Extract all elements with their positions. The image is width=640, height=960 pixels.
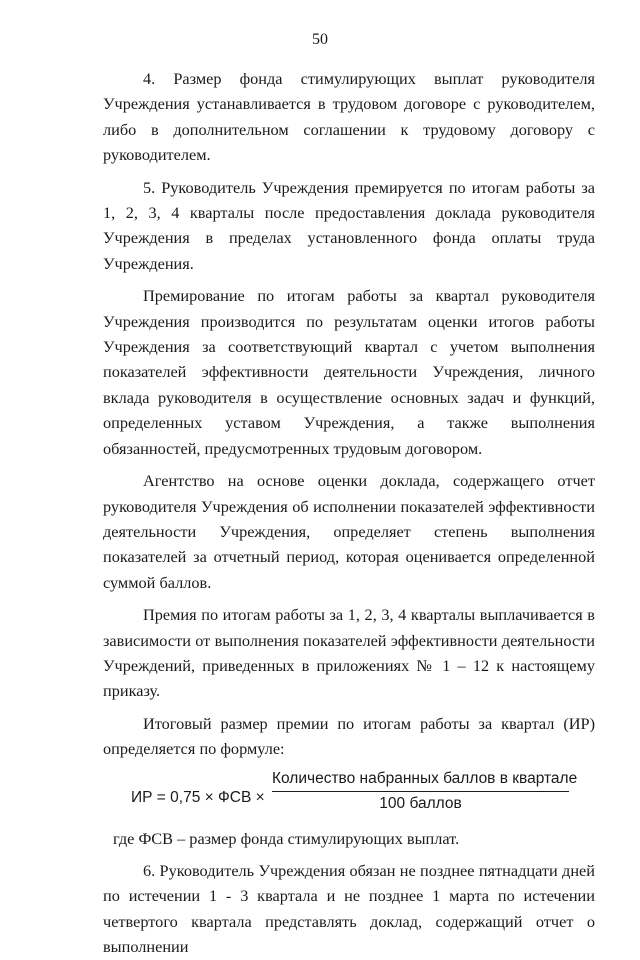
paragraph-fund-size: 4. Размер фонда стимулирующих выплат руководителя Учреждения устанавливается в трудовом договоре с руководителем, либо в дополнительном соглашении к трудовому договору с руководителем. [103,69,595,165]
formula-lhs: ИР = 0,75 × ФСВ × [131,788,265,806]
paragraph-bonus-basis: Премирование по итогам работы за квартал руководителя Учреждения производится по результатам оценки итогов работы Учреждения за соответствующий квартал с учетом выполнения показателей эффективности деятельности Учреждения, личного вклада руководителя в осуществление основных задач и функций, определенных уставом Учреждения, а также выполнения обязанностей, предусмотренных трудовым договором. [103,286,595,458]
formula-denominator: 100 баллов [379,794,462,812]
formula-numerator: Количество набранных баллов в квартале [272,768,569,792]
bonus-formula [103,768,595,826]
formula-fraction [272,768,578,815]
document-body [103,66,595,960]
paragraph-formula-intro: Итоговый размер премии по итогам работы за квартал (ИР) определяется по формуле: [103,713,595,759]
paragraph-bonus-payment: Премия по итогам работы за 1, 2, 3, 4 кварталы выплачивается в зависимости от выполнения показателей эффективности деятельности Учреждений, приведенных в приложениях № 1 – 12 к настоящему приказу. [103,605,595,701]
paragraph-quarterly-bonus: 5. Руководитель Учреждения премируется по итогам работы за 1, 2, 3, 4 кварталы после предоставления доклада руководителя Учреждения в пределах установленного фонда оплаты труда Учреждения. [103,177,595,273]
paragraph-report-deadline: 6. Руководитель Учреждения обязан не позднее пятнадцати дней по истечении 1 - 3 квартала и не позднее 1 марта по истечении четвертого квартала представлять доклад, содержащий отчет о выполнении [103,860,595,957]
paragraph-agency-evaluation: Агентство на основе оценки доклада, содержащего отчет руководителя Учреждения об исполнении показателей эффективности деятельности Учреждения, определяет степень выполнения показателей за отчетный период, которая оценивается определенной суммой баллов. [103,471,595,592]
formula-note: где ФСВ – размер фонда стимулирующих выплат. [113,828,460,848]
page-number: 50 [312,31,328,48]
